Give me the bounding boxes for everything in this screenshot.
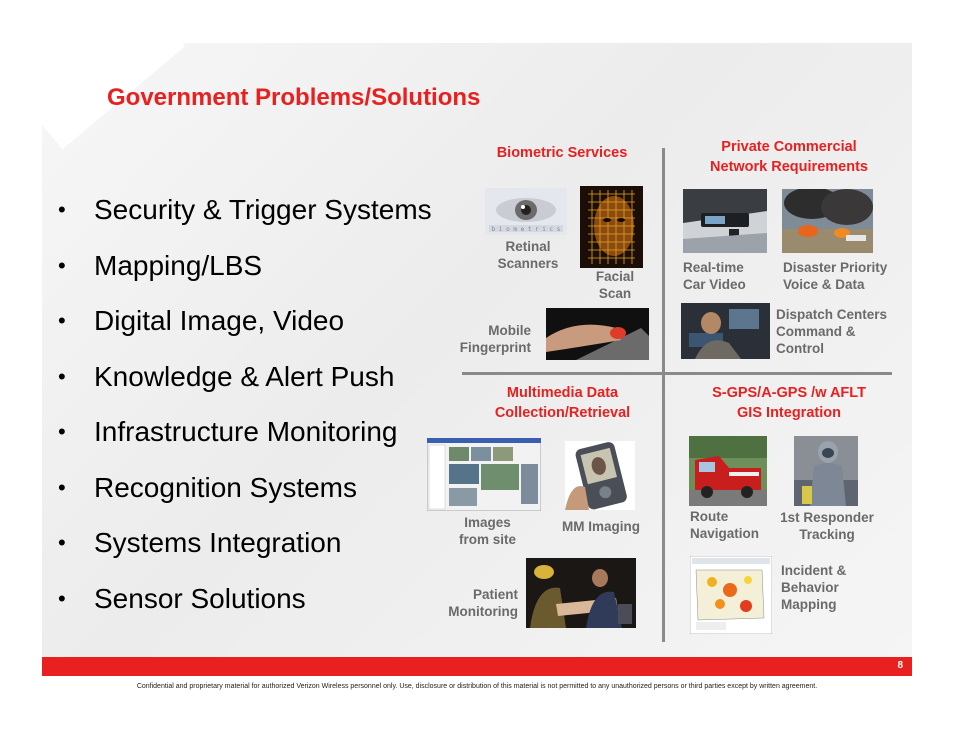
caption-line: Incident & <box>781 563 847 578</box>
heading-line: Network Requirements <box>710 159 868 175</box>
caption-line: Patient <box>472 587 518 602</box>
heading-line: GIS Integration <box>737 405 841 421</box>
route-navigation-image <box>689 436 767 506</box>
mm-imaging-device-image <box>565 441 635 510</box>
caption-line: Car Video <box>683 277 746 292</box>
facial-scan-image <box>580 186 643 268</box>
caption-real-time-car-video <box>683 259 773 293</box>
caption-line: Mobile <box>488 323 531 338</box>
caption-line: Behavior <box>781 580 839 595</box>
heading-line: Private Commercial <box>721 139 857 155</box>
pda-icon <box>565 441 635 510</box>
bullet-glyph: • <box>58 308 66 333</box>
bullet-list <box>58 190 458 634</box>
caption-line: Images <box>464 515 511 530</box>
bullet-item <box>58 468 458 524</box>
heading-biometric-services: Biometric Services <box>496 145 628 161</box>
bullet-glyph: • <box>58 197 66 222</box>
heading-gps-gis <box>678 383 900 423</box>
incident-mapping-image <box>690 556 772 634</box>
caption-line: Route <box>690 509 729 524</box>
fire-truck-icon <box>689 436 767 506</box>
caption-line: Fingerprint <box>459 340 531 355</box>
bullet-text: Infrastructure Monitoring <box>94 416 398 447</box>
bullet-item <box>58 301 458 357</box>
paramedics-icon <box>526 558 636 628</box>
bullet-text: Recognition Systems <box>94 471 358 503</box>
caption-line: Facial <box>595 269 635 284</box>
caption-route-navigation <box>690 508 776 542</box>
caption-first-responder-tracking <box>775 509 879 543</box>
quadrant-divider-vertical <box>662 148 665 642</box>
heading-line: Multimedia Data <box>506 385 619 401</box>
heat-map-icon <box>690 556 772 634</box>
bullet-item <box>58 357 458 413</box>
dispatch-center-image <box>681 303 770 359</box>
caption-patient-monitoring <box>430 586 518 620</box>
caption-retinal-scanners <box>488 238 568 272</box>
caption-line: Tracking <box>799 527 855 542</box>
heading-line: Collection/Retrieval <box>494 405 631 421</box>
bullet-text: Systems Integration <box>94 527 342 558</box>
bullet-glyph: • <box>58 530 66 555</box>
retinal-scanner-image <box>485 188 567 235</box>
caption-images-from-site <box>445 514 530 548</box>
bullet-item <box>58 412 458 468</box>
caption-disaster-priority <box>783 259 905 293</box>
heading-line: S-GPS/A-GPS /w AFLT <box>712 385 866 401</box>
caption-line: Disaster Priority <box>783 260 888 275</box>
bullet-text: Security & Trigger Systems <box>94 194 432 225</box>
car-camera-icon <box>683 189 767 253</box>
bullet-glyph: • <box>58 474 66 500</box>
caption-line: Real-time <box>683 260 744 275</box>
caption-line: 1st Responder <box>780 510 874 525</box>
page-number: 8 <box>897 660 903 671</box>
images-from-site-screenshot <box>427 438 541 511</box>
face-scan-icon <box>580 186 643 268</box>
caption-line: from site <box>458 532 516 547</box>
bullet-glyph: • <box>58 363 66 389</box>
caption-line: Control <box>776 341 824 356</box>
caption-line: Scanners <box>497 256 559 271</box>
bullet-text: Digital Image, Video <box>94 305 345 336</box>
first-responder-image <box>794 436 858 506</box>
footer-bar <box>42 657 912 676</box>
bullet-item <box>58 523 458 579</box>
caption-line: Dispatch Centers <box>776 307 888 322</box>
caption-line: Mapping <box>781 597 837 612</box>
disaster-image <box>782 189 873 253</box>
heading-multimedia-data <box>470 383 655 423</box>
hazmat-responder-icon <box>794 436 858 506</box>
mobile-fingerprint-image <box>546 308 649 360</box>
bullet-glyph: • <box>58 585 66 611</box>
caption-mm-imaging: MM Imaging <box>562 519 640 534</box>
caption-line: Scan <box>598 286 632 301</box>
caption-line: Retinal <box>505 239 551 254</box>
bullet-item <box>58 579 458 635</box>
bullet-item <box>58 190 458 246</box>
dispatch-operator-icon <box>681 303 770 359</box>
caption-dispatch-centers <box>776 306 902 357</box>
bullet-text: Knowledge & Alert Push <box>94 360 395 392</box>
eye-icon <box>485 188 567 235</box>
caption-incident-behavior-mapping <box>781 562 891 613</box>
bullet-item <box>58 246 458 302</box>
bullet-text: Sensor Solutions <box>94 582 306 614</box>
heading-private-commercial <box>678 137 900 177</box>
bullet-glyph: • <box>58 252 66 278</box>
image-browser-icon <box>427 438 541 511</box>
caption-line: Voice & Data <box>783 277 865 292</box>
caption-mobile-fingerprint <box>440 322 531 356</box>
caption-line: Command & <box>776 324 856 339</box>
quadrant-divider-horizontal <box>462 372 892 375</box>
caption-facial-scan <box>585 268 645 302</box>
fingerprint-icon <box>546 308 649 360</box>
slide-title: Government Problems/Solutions <box>107 84 481 111</box>
caption-line: Monitoring <box>448 604 518 619</box>
bullet-text: Mapping/LBS <box>94 249 263 281</box>
patient-monitoring-image <box>526 558 636 628</box>
bullet-glyph: • <box>58 419 66 444</box>
caption-line: Navigation <box>690 526 760 541</box>
smoke-fire-icon <box>782 189 873 253</box>
car-video-image <box>683 189 767 253</box>
retina-overlay-text: b i o m e t r i c s <box>491 226 561 233</box>
confidentiality-notice: Confidential and proprietary material for authorized Verizon Wireless personnel only. Use, disclosure or distribution of this material is not permitted to any unauthorized persons or third parties except by written agreement. <box>136 683 818 690</box>
